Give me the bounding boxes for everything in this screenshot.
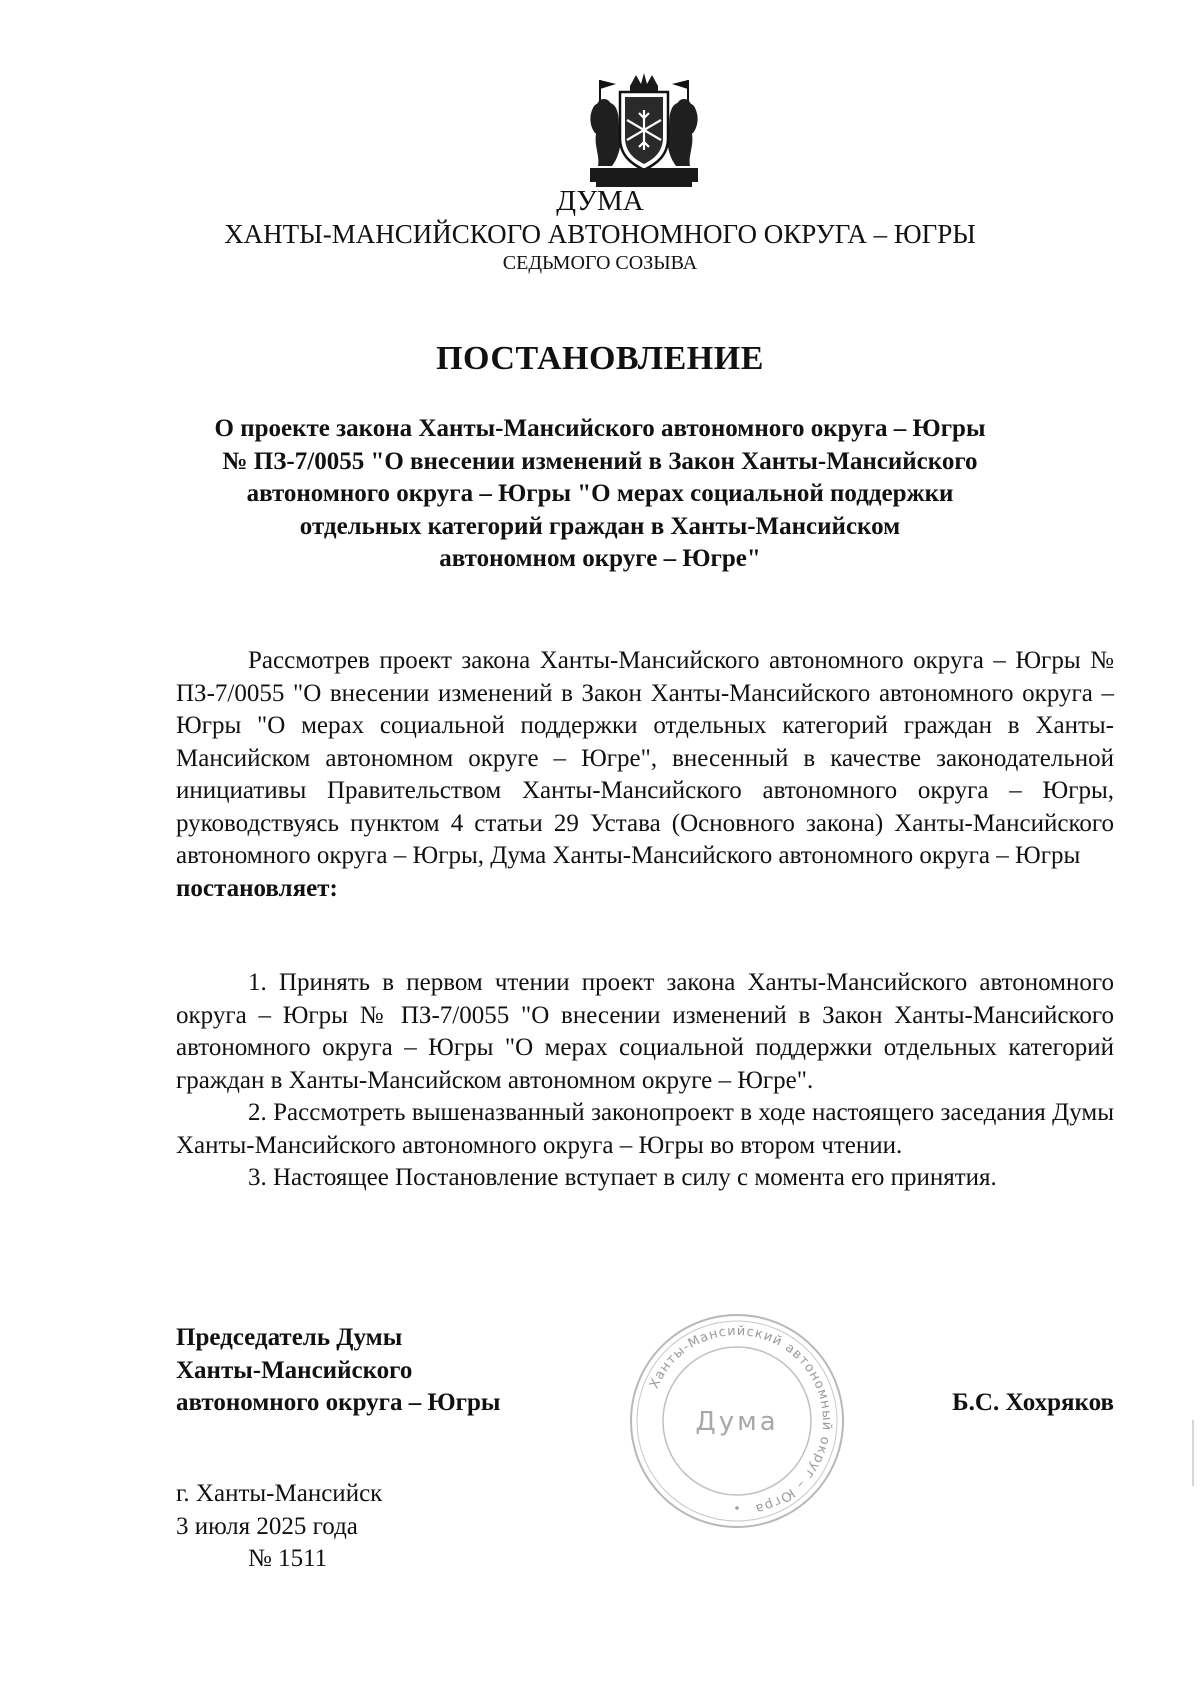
document-number: № 1511 bbox=[248, 1545, 328, 1572]
coat-of-arms-icon bbox=[586, 72, 702, 190]
document-subject bbox=[150, 413, 1050, 576]
subject-line: автономном округе – Югре" bbox=[439, 545, 761, 572]
subject-line: автономного округа – Югры "О мерах социальной поддержки bbox=[246, 480, 954, 507]
resolution-point-1: 1. Принять в первом чтении проект закона Ханты-Мансийского автономного округа – Югры № ПЗ-7/0055 "О внесении изменений в Закон Ханты-Мансийского автономного округа – Югры "О мерах социальной поддержки отдельных категорий граждан в Ханты-Мансийском автономном округе – Югре". bbox=[176, 969, 1114, 1094]
document-footer bbox=[176, 1478, 382, 1576]
preamble-section bbox=[176, 645, 1114, 905]
signer-name: Б.С. Хохряков bbox=[952, 1389, 1114, 1416]
position-line: Ханты-Мансийского bbox=[176, 1356, 413, 1384]
convocation-label: СЕДЬМОГО СОЗЫВА bbox=[502, 252, 698, 274]
document-type-heading: ПОСТАНОВЛЕНИЕ bbox=[436, 340, 764, 377]
subject-line: отдельных категорий граждан в Ханты-Мансийском bbox=[299, 512, 901, 540]
resolution-point-3: 3. Настоящее Постановление вступает в силу с момента его принятия. bbox=[248, 1164, 997, 1191]
date-label: 3 июля 2025 года bbox=[176, 1512, 358, 1540]
seal-center-text: Дума bbox=[695, 1407, 779, 1437]
resolution-points bbox=[176, 967, 1114, 1195]
official-seal-stamp bbox=[626, 1310, 848, 1532]
position-line: Председатель Думы bbox=[176, 1324, 403, 1351]
city-label: г. Ханты-Мансийск bbox=[176, 1480, 383, 1507]
duma-title: ДУМА bbox=[556, 185, 644, 217]
preamble-paragraph: Рассмотрев проект закона Ханты-Мансийского автономного округа – Югры № ПЗ-7/0055 "О внесении изменений в Закон Ханты-Мансийского автономного округа – Югры "О мерах социальной поддержки отдельных категорий граждан в Ханты-Мансийском автономном округе – Югре", внесенный в качестве законодательной инициативы Правительством Ханты-Мансийского автономного округа – Югры, руководствуясь пунктом 4 статьи 29 Устава (Основного закона) Ханты-Мансийского автономного округа – Югры, Дума Ханты-Мансийского автономного округа – Югры bbox=[176, 647, 1114, 869]
signature-position bbox=[176, 1322, 500, 1420]
decree-word: постановляет: bbox=[176, 874, 338, 902]
okrug-title: ХАНТЫ-МАНСИЙСКОГО АВТОНОМНОГО ОКРУГА – ЮГРЫ bbox=[224, 219, 976, 249]
position-line: автономного округа – Югры bbox=[176, 1389, 501, 1416]
resolution-point-2: 2. Рассмотреть вышеназванный законопроект в ходе настоящего заседания Думы Ханты-Мансийского автономного округа – Югры во втором чтении. bbox=[176, 1099, 1114, 1159]
subject-line: № ПЗ-7/0055 "О внесении изменений в Закон Ханты-Мансийского bbox=[222, 447, 978, 475]
scan-edge-mark bbox=[1192, 1420, 1194, 1486]
seal-ring-text: Ханты-Мансийский автономный округ – Югра bbox=[646, 1323, 835, 1517]
subject-line: О проекте закона Ханты-Мансийского автономного округа – Югры bbox=[214, 415, 986, 442]
